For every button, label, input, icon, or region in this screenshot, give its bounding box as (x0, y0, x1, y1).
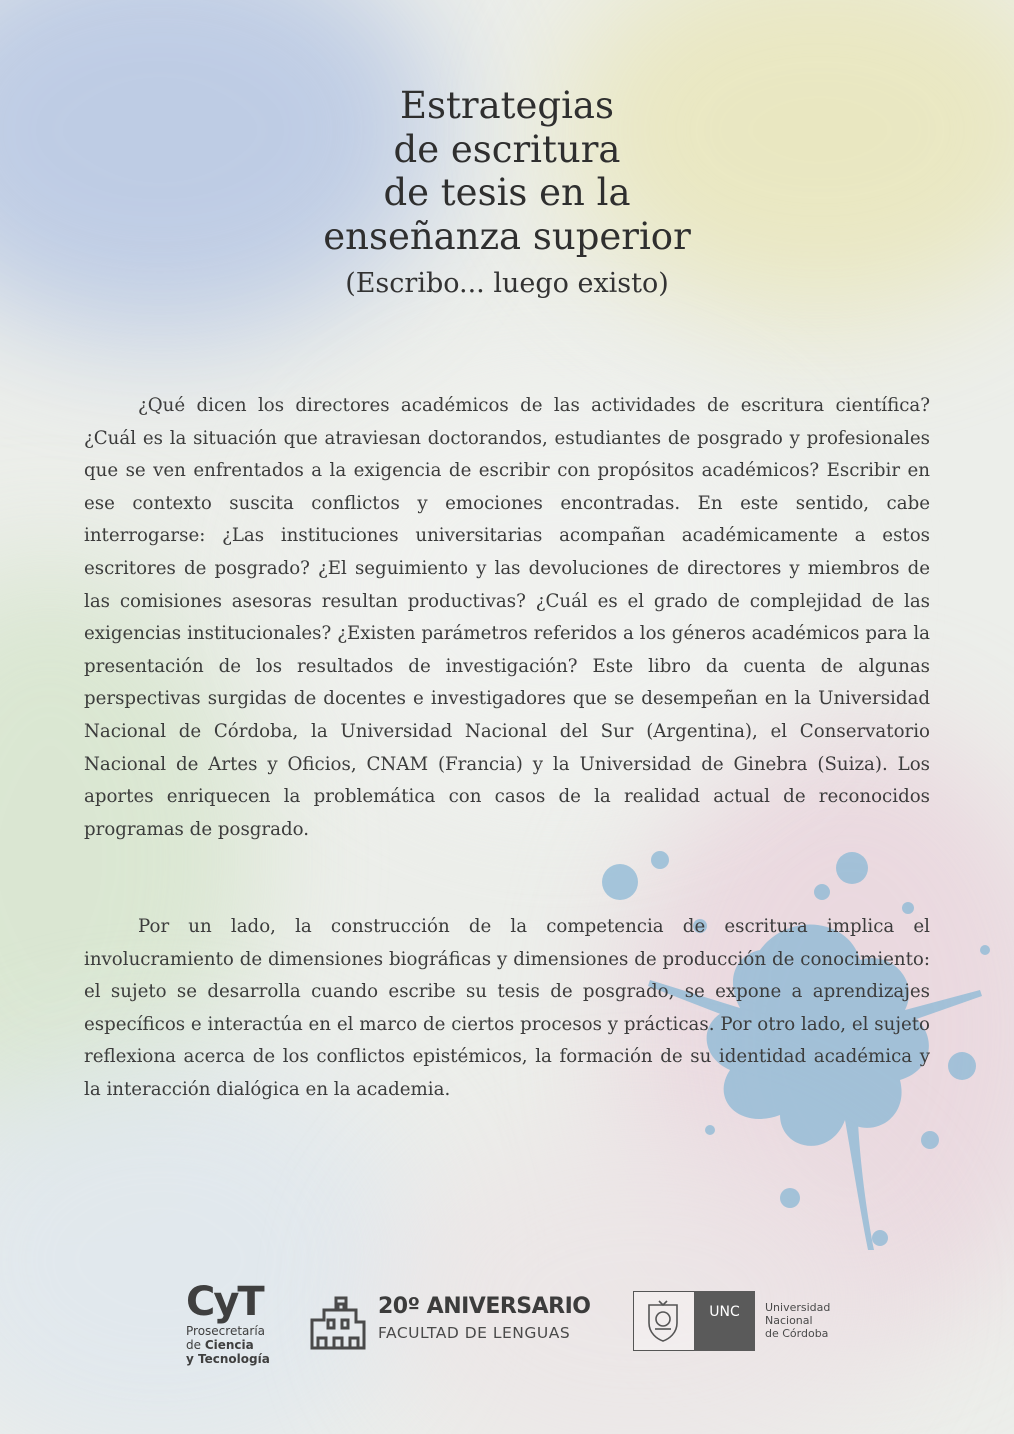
title-line-4: enseñanza superior (323, 214, 691, 258)
synopsis-paragraph-2: Por un lado, la construcción de la competencia de escritura implica el involucramiento de dimensiones biográficas y dimensiones de producción de conocimiento: el sujeto se desarrolla cuando escribe su tesis de posgrado, se expone a aprendizajes específicos e interactúa en el marco de ciertos procesos y prácticas. Por otro lado, el sujeto reflexiona acerca de los conflictos epistémicos, la formación de su identidad académica y la interacción dialógica en la academia. (84, 916, 930, 1100)
cyt-line-2 (186, 1338, 270, 1352)
synopsis-paragraph-1: ¿Qué dicen los directores académicos de las actividades de escritura científica? ¿Cuál es la situación que atraviesan doctorandos, estudiantes de posgrado y profesionales que se ven enfrentados a la exigencia de escribir con propósitos académicos? Escribir en ese contexto suscita conflictos y emociones encontradas. En este sentido, cabe interrogarse: ¿Las instituciones universitarias acompañan académicamente a estos escritores de posgrado? ¿El seguimiento y las devoluciones de directores y miembros de las comisiones asesoras resultan productivas? ¿Cuál es el grado de complejidad de las exigencias institucionales? ¿Existen parámetros referidos a los géneros académicos para la presentación de los resultados de investigación? Este libro da cuenta de algunas perspectivas surgidas de docentes e investigadores que se desempeñan en la Universidad Nacional de Córdoba, la Universidad Nacional del Sur (Argentina), el Conservatorio Nacional de Artes y Oficios, CNAM (Francia) y la Universidad de Ginebra (Suiza). Los aportes enriquecen la problemática con casos de la realidad actual de reconocidos programas de posgrado. (84, 395, 930, 840)
synopsis-paragraph-1-container (84, 390, 930, 846)
unc-name (765, 1301, 830, 1340)
university-seal-icon (645, 1299, 681, 1343)
title-line-2: de escritura (393, 127, 621, 171)
cyt-logo-text (186, 1324, 270, 1366)
unc-name-line-2: Nacional (765, 1314, 813, 1327)
cyt-logo (186, 1279, 270, 1366)
building-icon (306, 1290, 370, 1352)
aniversario-subtitle: FACULTAD DE LENGUAS (378, 1324, 571, 1342)
unc-name-line-1: Universidad (765, 1301, 831, 1314)
unc-acronym: UNC (694, 1291, 755, 1351)
cyt-line-2-prefix: de (186, 1338, 205, 1352)
book-title (0, 84, 1014, 258)
cyt-logo-mark: CyT (186, 1279, 263, 1325)
cyt-line-1: Prosecretaría (186, 1324, 266, 1338)
aniversario-title: 20º ANIVERSARIO (378, 1294, 591, 1319)
cyt-line-2-bold: Ciencia (204, 1338, 254, 1352)
cyt-line-3: y Tecnología (186, 1352, 270, 1366)
sponsor-logos (0, 1276, 1014, 1386)
book-subtitle: (Escribo... luego existo) (345, 268, 669, 299)
synopsis-paragraph-2-container (84, 911, 930, 1107)
title-line-3: de tesis en la (383, 171, 631, 214)
title-line-1: Estrategias (400, 84, 614, 127)
unc-name-line-3: de Córdoba (765, 1327, 829, 1340)
